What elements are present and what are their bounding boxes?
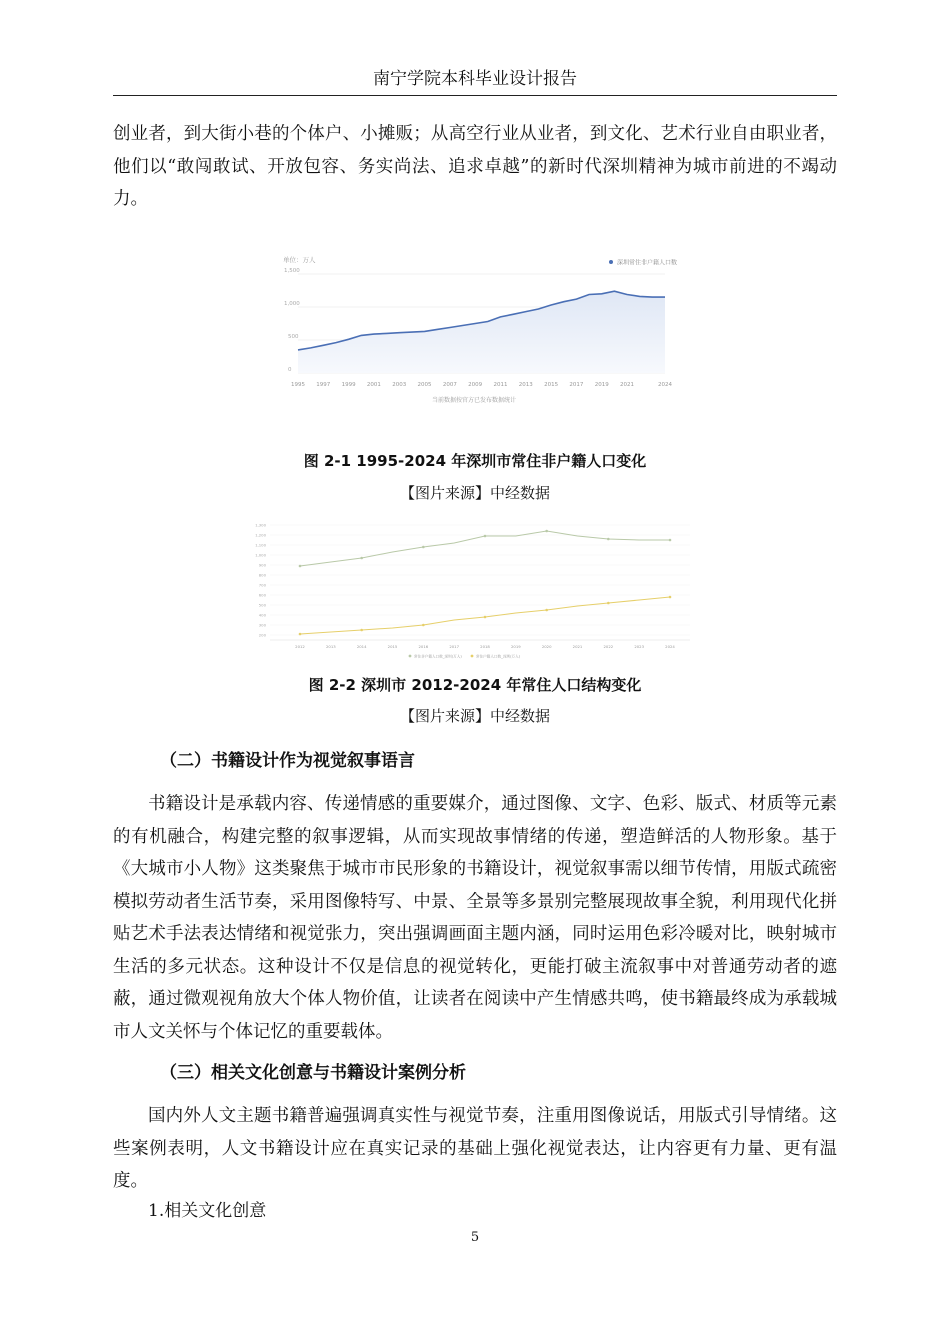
chart-2-y-tick-label: 600 <box>258 592 266 598</box>
figure-1-caption: 图 2-1 1995-2024 年深圳市常住非户籍人口变化 <box>303 452 647 470</box>
subsection-heading-1: 1.相关文化创意 <box>148 1201 267 1221</box>
chart-1-area-fill <box>298 291 665 373</box>
chart-1-x-tick-label: 2013 <box>518 382 533 388</box>
chart-2-y-tick-label: 1,100 <box>255 542 266 548</box>
figure-2-source: 【图片来源】中经数据 <box>399 707 550 725</box>
figure-1-chart <box>280 248 680 408</box>
chart-2-legend-label-2: 常住户籍人口数_深圳(万人) <box>476 654 521 659</box>
chart-2-point <box>299 565 302 568</box>
chart-1-footnote: 当前数据按官方已发布数据统计 <box>432 397 517 404</box>
paragraph-1: 创业者，到大街小巷的个体户、小摊贩；从高空行业从业者，到文化、艺术行业自由职业者，他们以“敢闯敢试、开放包容、务实尚法、追求卓越”的新时代深圳精神为城市前进的不竭动力。 <box>113 124 837 209</box>
chart-1-x-tick-label: 2005 <box>417 382 432 388</box>
figure-2-caption: 图 2-2 深圳市 2012-2024 年常住人口结构变化 <box>308 676 642 694</box>
chart-2-y-tick-label: 200 <box>258 632 266 638</box>
chart-2-y-tick-label: 1,200 <box>255 532 266 538</box>
chart-2-x-tick-label: 2020 <box>541 644 552 649</box>
chart-1-y-tick-label: 1,000 <box>284 301 300 307</box>
header-rule <box>113 95 837 96</box>
paragraph-3: 国内外人文主题书籍普遍强调真实性与视觉节奏，注重用图像说话，用版式引导情绪。这些案例表明，人文书籍设计应在真实记录的基础上强化视觉表达，让内容更有力量、更有温度。 <box>113 1106 837 1191</box>
chart-2-point <box>607 538 610 541</box>
chart-2-x-tick-label: 2016 <box>418 644 429 649</box>
chart-2-x-tick-label: 2014 <box>356 644 367 649</box>
chart-2-point <box>422 624 425 627</box>
chart-2-x-tick-label: 2023 <box>634 644 645 649</box>
chart-1-x-tick-label: 1995 <box>291 382 305 388</box>
chart-1-x-tick-label: 2011 <box>493 382 508 388</box>
chart-2-y-tick-label: 700 <box>258 582 266 588</box>
chart-2-y-tick-label: 800 <box>258 572 266 578</box>
chart-2-point <box>360 557 363 560</box>
chart-2-point <box>422 546 425 549</box>
chart-1-x-tick-label: 2024 <box>658 382 672 388</box>
chart-1-x-tick-label: 2003 <box>392 382 407 388</box>
chart-2-x-tick-label: 2012 <box>295 644 305 649</box>
chart-2-point <box>545 530 548 533</box>
section-heading-2: （二）书籍设计作为视觉叙事语言 <box>160 751 415 771</box>
chart-2-y-tick-label: 500 <box>258 602 266 608</box>
chart-2-point <box>669 596 672 599</box>
chart-1-unit-label: 单位：万人 <box>283 256 316 264</box>
chart-2-x-tick-label: 2018 <box>480 644 490 649</box>
chart-2-x-tick-label: 2019 <box>510 644 521 649</box>
chart-2-legend-label-1: 常住非户籍人口数_深圳(万人) <box>414 654 462 659</box>
chart-1-x-tick-label: 1997 <box>316 382 331 388</box>
chart-2-y-tick-label: 900 <box>258 562 266 568</box>
running-header: 南宁学院本科毕业设计报告 <box>373 69 577 89</box>
section-heading-3: （三）相关文化创意与书籍设计案例分析 <box>160 1063 466 1083</box>
chart-2-point <box>607 602 610 605</box>
chart-2-x-tick-label: 2015 <box>387 644 398 649</box>
chart-2-point <box>484 535 487 538</box>
chart-2-point <box>360 629 363 632</box>
chart-1-x-tick-label: 2007 <box>442 382 457 388</box>
paragraph-2: 书籍设计是承载内容、传递情感的重要媒介，通过图像、文字、色彩、版式、材质等元素的有机融合，构建完整的叙事逻辑，从而实现故事情绪的传递，塑造鲜活的人物形象。基于《大城市小人物》这类聚焦于城市市民形象的书籍设计，视觉叙事需以细节传情，用版式疏密模拟劳动者生活节奏，采用图像特写、中景、全景等多景别完整展现故事全貌，利用现代化拼贴艺术手法表达情绪和视觉张力，突出强调画面主题内涵，同时运用色彩冷暖对比，映射城市生活的多元状态。这种设计不仅是信息的视觉转化，更能打破主流叙事中对普通劳动者的遮蔽，通过微观视角放大个体人物价值，让读者在阅读中产生情感共鸣，使书籍最终成为承载城市人文关怀与个体记忆的重要载体。 <box>113 794 837 1042</box>
chart-2-y-tick-label: 1,000 <box>255 552 266 558</box>
chart-1-x-tick-label: 2001 <box>366 382 381 388</box>
chart-1-x-tick-label: 2017 <box>569 382 584 388</box>
chart-2-x-tick-label: 2022 <box>603 644 614 649</box>
chart-2-point <box>545 609 548 612</box>
chart-2-x-tick-label: 2017 <box>449 644 460 649</box>
chart-2-y-tick-label: 1,300 <box>255 522 266 528</box>
chart-1-x-tick-label: 2015 <box>544 382 559 388</box>
chart-2-point <box>299 633 302 636</box>
chart-2-x-tick-label: 2021 <box>572 644 583 649</box>
chart-2-point <box>669 539 672 542</box>
chart-1-x-tick-label: 1999 <box>341 382 356 388</box>
chart-1-legend-label: 深圳常住非户籍人口数 <box>617 259 678 267</box>
page-number: 5 <box>470 1230 480 1245</box>
chart-1-x-tick-label: 2019 <box>594 382 609 388</box>
chart-1-legend-marker <box>609 260 613 264</box>
chart-1-x-tick-label: 2009 <box>468 382 483 388</box>
chart-1-y-tick-label: 1,500 <box>284 268 300 274</box>
chart-2-series-line-2 <box>300 597 670 634</box>
chart-2-y-tick-label: 300 <box>258 622 266 628</box>
chart-1-y-tick-label: 500 <box>288 334 299 340</box>
figure-1-source: 【图片来源】中经数据 <box>399 484 550 502</box>
chart-2-legend-marker-1 <box>409 655 412 658</box>
chart-1-y-tick-label: 0 <box>288 367 292 373</box>
chart-2-x-tick-label: 2013 <box>325 644 336 649</box>
chart-2-point <box>484 616 487 619</box>
figure-2-chart <box>240 512 700 662</box>
chart-2-legend-marker-2 <box>471 655 474 658</box>
chart-1-x-tick-label: 2021 <box>620 382 635 388</box>
chart-2-x-tick-label: 2024 <box>665 644 675 649</box>
chart-2-y-tick-label: 400 <box>258 612 266 618</box>
